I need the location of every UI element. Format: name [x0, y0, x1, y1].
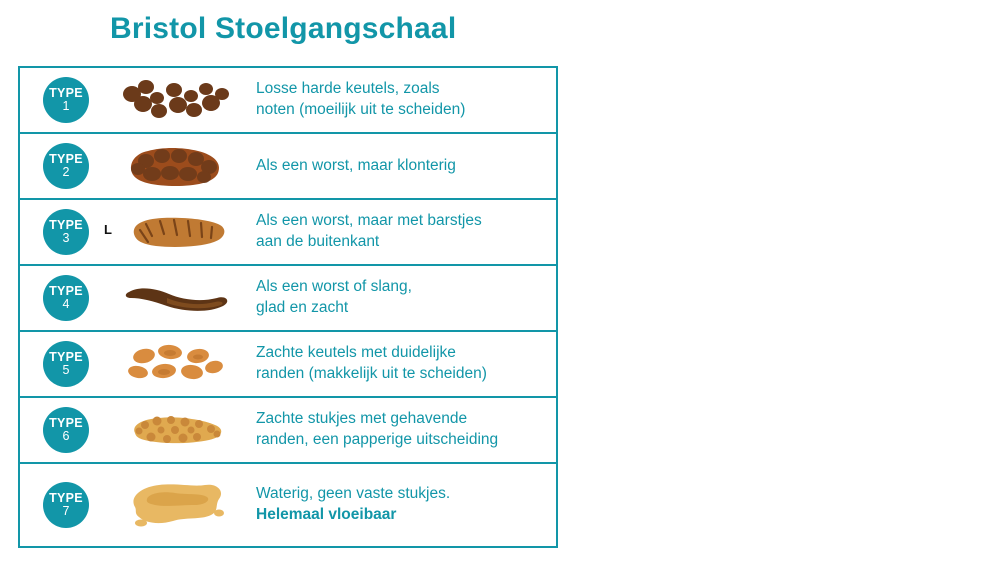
type-description [242, 79, 556, 121]
stray-letter-marker: L [104, 222, 112, 237]
description-line: randen (makkelijk uit te scheiden) [256, 365, 487, 382]
badge-number: 1 [62, 99, 70, 113]
type-badge [43, 482, 89, 528]
badge-type-label: TYPE [49, 217, 83, 232]
badge-type-label: TYPE [49, 283, 83, 298]
badge-type-label: TYPE [49, 349, 83, 364]
badge-type-label: TYPE [49, 490, 83, 505]
page-title: Bristol Stoelgangschaal [110, 12, 457, 45]
badge-type-label: TYPE [49, 85, 83, 100]
type-description [242, 343, 556, 385]
description-line: Zachte keutels met duidelijke [256, 344, 456, 362]
stool-illustration-type-5 [112, 340, 242, 388]
description-line-bold: Helemaal vloeibaar [256, 506, 397, 523]
table-row [20, 200, 556, 266]
badge-number: 4 [62, 297, 70, 311]
badge-cell [20, 143, 112, 189]
description-line: aan de buitenkant [256, 233, 380, 250]
type-badge [43, 143, 89, 189]
badge-cell [20, 209, 112, 255]
description-line: noten (moeilijk uit te scheiden) [256, 101, 466, 118]
table-row [20, 266, 556, 332]
stool-illustration-type-6 [112, 407, 242, 453]
table-row [20, 398, 556, 464]
type-description [242, 211, 556, 253]
table-row [20, 134, 556, 200]
badge-number: 6 [62, 429, 70, 443]
type-description [242, 277, 556, 319]
stool-illustration-type-3 [112, 210, 242, 254]
type-description [242, 156, 556, 177]
description-line: Als een worst, maar met barstjes [256, 212, 482, 230]
type-badge [43, 341, 89, 387]
badge-number: 7 [62, 504, 70, 518]
stool-illustration-type-7 [112, 477, 242, 533]
description-line: Losse harde keutels, zoals [256, 80, 440, 98]
badge-number: 5 [62, 363, 70, 377]
badge-cell [20, 407, 112, 453]
table-row [20, 68, 556, 134]
table-row [20, 332, 556, 398]
badge-cell [20, 77, 112, 123]
stool-type-table [18, 66, 558, 548]
badge-cell [20, 482, 112, 528]
badge-number: 3 [62, 231, 70, 245]
badge-type-label: TYPE [49, 415, 83, 430]
table-row [20, 464, 556, 546]
badge-cell [20, 341, 112, 387]
type-description [242, 409, 556, 451]
badge-cell [20, 275, 112, 321]
type-badge [43, 77, 89, 123]
type-badge [43, 407, 89, 453]
description-line: Als een worst of slang, [256, 278, 412, 296]
type-badge [43, 275, 89, 321]
description-line: Zachte stukjes met gehavende [256, 410, 468, 428]
badge-type-label: TYPE [49, 151, 83, 166]
description-line: Als een worst, maar klonterig [256, 156, 456, 174]
stool-illustration-type-2 [112, 141, 242, 191]
stool-illustration-type-1 [112, 74, 242, 126]
description-line: randen, een papperige uitscheiding [256, 431, 499, 448]
type-badge [43, 209, 89, 255]
type-description [242, 484, 556, 526]
description-line: Waterig, geen vaste stukjes. [256, 485, 451, 503]
stool-illustration-type-4 [112, 276, 242, 320]
badge-number: 2 [62, 165, 70, 179]
description-line: glad en zacht [256, 299, 349, 316]
